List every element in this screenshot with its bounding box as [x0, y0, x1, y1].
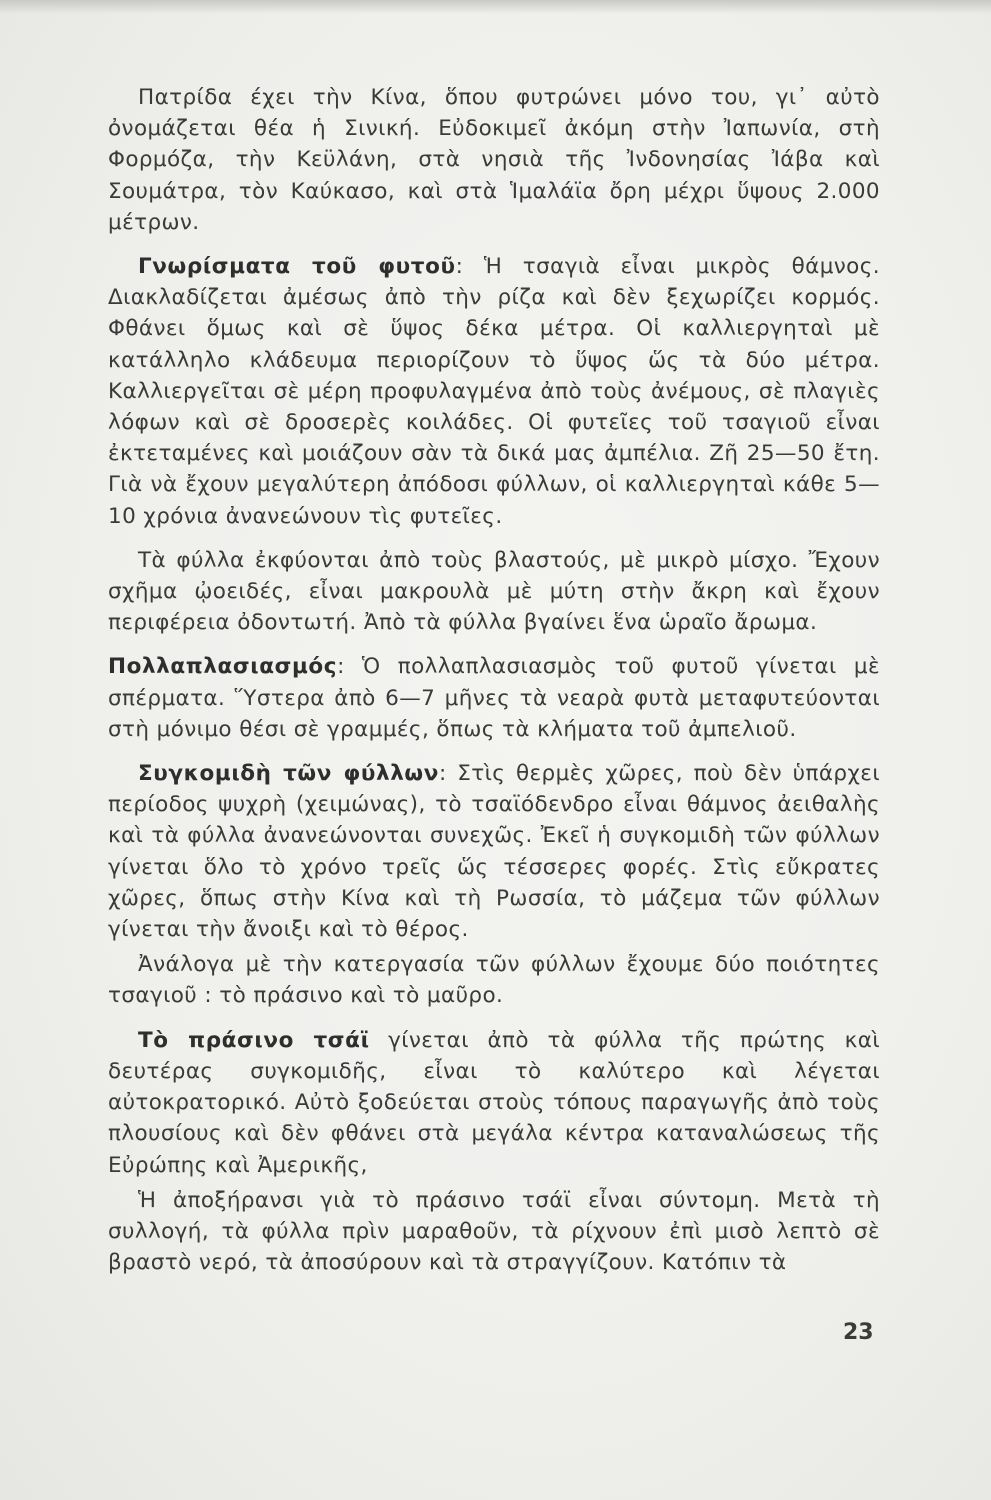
paragraph-origin-text: Πατρίδα έχει τὴν Κίνα, ὅπου φυτρώνει μόνο του, γι᾽ αὐτὸ ὀνομάζεται θέα ἡ Σινική. Εὐδοκιμεῖ ἀκόμη στὴν Ἰαπωνία, στὴ Φορμόζα, τὴν Κεϋλάνη, στὰ νησιὰ τῆς Ἰνδονησίας Ἰάβα καὶ Σουμάτρα, τὸν Καύκασο, καὶ στὰ Ἱμαλάϊα ὄρη μέχρι ὕψους 2.000 μέτρων.	[108, 85, 880, 235]
paragraph-origin	[108, 82, 880, 238]
page-number: 23	[843, 1320, 874, 1345]
paragraph-leaves-text: Τὰ φύλλα ἐκφύονται ἀπὸ τοὺς βλαστούς, μὲ μικρὸ μίσχο. Ἔχουν σχῆμα ᾠοειδές, εἶναι μακρουλὰ μὲ μύτη στὴν ἄκρη καὶ ἔχουν περιφέρεια ὀδοντωτή. Ἀπὸ τὰ φύλλα βγαίνει ἕνα ὡραῖο ἄρωμα.	[108, 547, 880, 636]
paragraph-plant-characteristics-text: : Ἡ τσαγιὰ εἶναι μικρὸς θάμνος. Διακλαδίζεται ἀμέσως ἀπὸ τὴν ρίζα καὶ δὲν ξεχωρίζει κορμός. Φθάνει ὅμως καὶ σὲ ὕψος δέκα μέτρα. Οἱ καλλιεργηταὶ μὲ κατάλληλο κλάδευμα περιορίζουν τὸ ὕψος ὥς τὰ δύο μέτρα. Καλλιεργεῖται σὲ μέρη προφυλαγμένα ἀπὸ τοὺς ἀνέμους, σὲ πλαγιὲς λόφων καὶ σὲ δροσερὲς κοιλάδες. Οἱ φυτεῖες τοῦ τσαγιοῦ εἶναι ἐκτεταμένες καὶ μοιάζουν σὰν τὰ δικά μας ἀμπέλια. Ζῆ 25—50 ἔτη. Γιὰ νὰ ἔχουν μεγαλύτερη ἀπόδοσι φύλλων, οἱ καλλιεργηταὶ κάθε 5—10 χρόνια ἀνανεώνουν τὶς φυτεῖες.	[108, 254, 880, 529]
paragraph-tea-qualities	[108, 949, 880, 1011]
page-body-text	[108, 82, 880, 1291]
heading-plant-characteristics: Γνωρίσματα τοῦ φυτοῦ	[138, 254, 456, 280]
paragraph-drying	[108, 1185, 880, 1279]
paragraph-green-tea-text: γίνεται ἀπὸ τὰ φύλλα τῆς πρώτης καὶ δευτέρας συγκομιδῆς, εἶναι τὸ καλύτερο καὶ λέγεται αὐτοκρατορικό. Αὐτὸ ξοδεύεται στοὺς τόπους παραγωγῆς ἀπὸ τοὺς πλουσίους καὶ δὲν φθάνει στὰ μεγάλα κέντρα καταναλώσεως τῆς Εὐρώπης καὶ Ἀμερικῆς,	[108, 1027, 881, 1178]
page-top-shadow	[0, 0, 991, 14]
paragraph-propagation	[108, 651, 880, 745]
heading-leaf-harvest: Συγκομιδὴ τῶν φύλλων	[138, 761, 439, 787]
paragraph-leaf-harvest	[108, 758, 880, 945]
heading-green-tea: Τὸ πράσινο τσάϊ	[138, 1027, 370, 1053]
paragraph-leaf-harvest-text: : Στὶς θερμὲς χῶρες, ποὺ δὲν ὑπάρχει περίοδος ψυχρὴ (χειμώνας), τὸ τσαϊόδενδρο εἶναι θάμνος ἀειθαλὴς καὶ τὰ φύλλα ἀνανεώνονται συνεχῶς. Ἐκεῖ ἡ συγκομιδὴ τῶν φύλλων γίνεται ὅλο τὸ χρόνο τρεῖς ὥς τέσσερες φορές. Στὶς εὔκρατες χῶρες, ὅπως στὴν Κίνα καὶ τὴ Ρωσσία, τὸ μάζεμα τῶν φύλλων γίνεται τὴν ἄνοιξι καὶ τὸ θέρος.	[108, 761, 880, 943]
paragraph-leaves	[108, 545, 880, 639]
paragraph-drying-text: Ἡ ἀποξήρανσι γιὰ τὸ πράσινο τσάϊ εἶναι σύντομη. Μετὰ τὴ συλλογή, τὰ φύλλα πρὶν μαραθοῦν, τὰ ρίχνουν ἐπὶ μισὸ λεπτὸ σὲ βραστὸ νερό, τὰ ἀποσύρουν καὶ τὰ στραγγίζουν. Κατόπιν τὰ	[108, 1187, 880, 1276]
paragraph-propagation-text: : Ὁ πολλαπλασιασμὸς τοῦ φυτοῦ γίνεται μὲ σπέρματα. Ὕστερα ἀπὸ 6—7 μῆνες τὰ νεαρὰ φυτὰ μεταφυτεύονται στὴ μόνιμο θέσι σὲ γραμμές, ὅπως τὰ κλήματα τοῦ ἀμπελιοῦ.	[108, 654, 880, 742]
paragraph-tea-qualities-text: Ἀνάλογα μὲ τὴν κατεργασία τῶν φύλλων ἔχουμε δύο ποιότητες τσαγιοῦ : τὸ πράσινο καὶ τὸ μαῦρο.	[108, 952, 880, 1009]
heading-propagation: Πολλαπλασιασμός	[108, 654, 338, 680]
paragraph-plant-characteristics	[108, 251, 880, 532]
paragraph-green-tea	[108, 1025, 880, 1181]
